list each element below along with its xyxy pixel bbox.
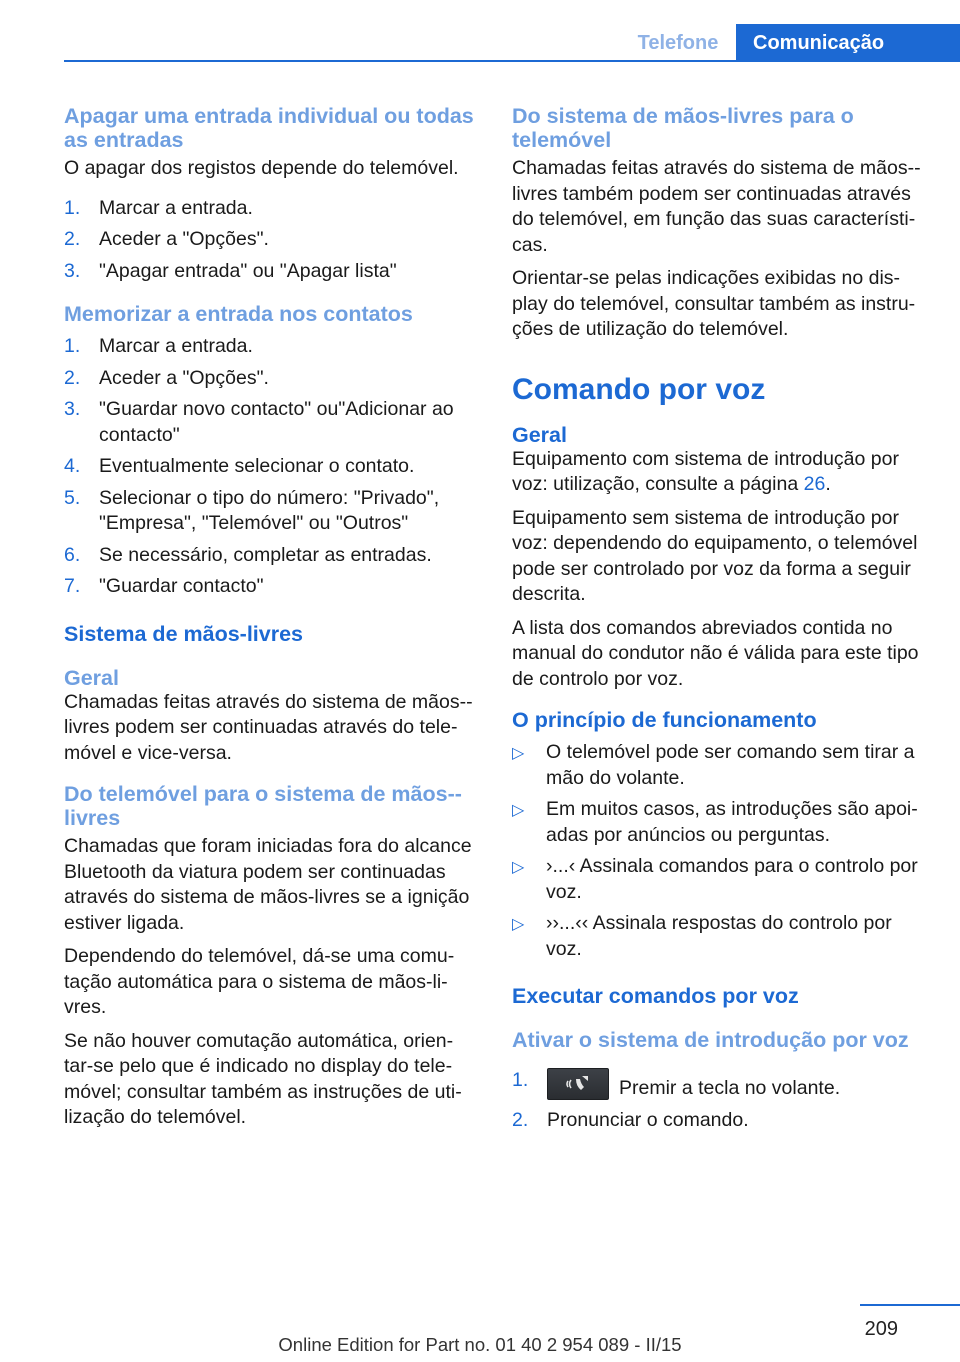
heading-principio: O princípio de funcionamento [512, 708, 817, 732]
paragraph-do-sistema-1: Chamadas feitas através do sistema de mãos--livres também podem ser continuadas através do telemóvel, em função das suas característi-cas. [512, 157, 921, 256]
heading-memorizar: Memorizar a entrada nos contatos [64, 302, 413, 326]
list-number: 2. [512, 1108, 529, 1131]
right-column [512, 104, 926, 1139]
list-item [512, 740, 926, 791]
list-apagar [64, 196, 476, 285]
list-item [512, 1068, 926, 1102]
paragraph-do-telemovel-2: Dependendo do telemóvel, dá-se uma comu-tação automática para o sistema de mãos-li-vres. [64, 945, 455, 1018]
paragraph-do-telemovel-3: Se não houver comutação automática, orien-tar-se pelo que é indicado no display do tele-móvel; consultar também as instruções de uti-lização do telemóvel. [64, 1029, 462, 1128]
list-item [64, 397, 476, 448]
list-text: Selecionar o tipo do número: "Privado", "Empresa", "Telemóvel" ou "Outros" [99, 486, 440, 534]
list-item [512, 911, 926, 962]
edition-footer: Online Edition for Part no. 01 40 2 954 089 - II/15 [278, 1334, 682, 1355]
triangle-bullet-icon: ▷ [512, 859, 525, 876]
list-item [64, 366, 476, 392]
page-link-26[interactable]: 26 [803, 473, 826, 495]
list-text: Marcar a entrada. [99, 335, 253, 357]
paragraph-do-telemovel-1: Chamadas que foram iniciadas fora do alcance Bluetooth da viatura podem ser continuadas através do sistema de mãos-livres se a ignição estiver ligada. [64, 835, 472, 934]
list-text: Aceder a "Opções". [99, 228, 269, 250]
paragraph-apagar: O apagar dos registos depende do telemóvel. [64, 157, 459, 179]
list-text: "Apagar entrada" ou "Apagar lista" [99, 259, 397, 282]
heading-apagar: Apagar uma entrada individual ou todas as entradas [64, 104, 474, 152]
list-text: ›...‹ Assinala comandos para o controlo por voz. [546, 855, 918, 903]
footer-rule [860, 1304, 960, 1306]
heading-sistema-maos-livres: Sistema de mãos-livres [64, 621, 304, 646]
list-item [512, 1108, 926, 1134]
list-number: 3. [64, 259, 81, 282]
triangle-bullet-icon: ▷ [512, 916, 525, 933]
list-text: ››...‹‹ Assinala respostas do controlo por voz. [546, 912, 892, 960]
list-item [64, 334, 476, 360]
list-number: 2. [64, 228, 81, 250]
list-item [512, 797, 926, 848]
list-item [64, 574, 476, 600]
list-item [64, 486, 476, 537]
list-item [64, 454, 476, 480]
list-number: 2. [64, 366, 81, 389]
list-text: Premir a tecla no volante. [619, 1077, 841, 1099]
paragraph-geral-right-3: A lista dos comandos abreviados contida no manual do condutor não é válida para este tipo de controlo por voz. [512, 616, 919, 690]
list-ativar [512, 1068, 926, 1133]
left-column [64, 104, 476, 1131]
list-text: Aceder a "Opções". [99, 366, 269, 389]
header-section-telefone: Telefone [637, 32, 719, 54]
list-text: "Guardar novo contacto" ou"Adicionar ao contacto" [99, 398, 454, 446]
heading-geral-left: Geral [64, 665, 119, 690]
voice-control-button-icon [547, 1068, 609, 1100]
triangle-bullet-icon: ▷ [512, 745, 525, 762]
list-number: 3. [64, 398, 81, 420]
paragraph-text: Equipamento com sistema de introdução por voz: utilização, consulte a página [512, 447, 899, 495]
triangle-bullet-icon: ▷ [512, 802, 525, 819]
heading-ativar: Ativar o sistema de introdução por voz [512, 1028, 909, 1052]
list-number: 1. [64, 335, 81, 357]
heading-geral-right: Geral [512, 422, 567, 447]
paragraph-do-sistema-2: Orientar-se pelas indicações exibidas no dis-play do telemóvel, consultar também as instru-ções de utilização do telemóvel. [512, 267, 916, 340]
list-number: 7. [64, 575, 81, 597]
header-section-comunicacao: Comunicação [736, 24, 960, 62]
list-number: 1. [512, 1069, 529, 1091]
list-text: O telemóvel pode ser comando sem tirar a mão do volante. [546, 741, 915, 789]
page-number: 209 [864, 1318, 898, 1340]
list-item [64, 543, 476, 569]
heading-comando-por-voz: Comando por voz [512, 372, 766, 406]
list-text: "Guardar contacto" [99, 575, 264, 597]
list-item [512, 854, 926, 905]
paragraph-geral-right-1 [512, 447, 926, 498]
paragraph-geral-left: Chamadas feitas através do sistema de mãos--livres podem ser continuadas através do tele-móvel e vice-versa. [64, 690, 473, 764]
header-rule [64, 60, 960, 62]
list-text: Pronunciar o comando. [547, 1108, 749, 1131]
list-item [64, 227, 476, 253]
list-text: Em muitos casos, as introduções são apoi-adas por anúncios ou perguntas. [546, 798, 918, 846]
list-memorizar [64, 334, 476, 600]
list-text: Marcar a entrada. [99, 196, 253, 219]
list-principio [512, 740, 926, 962]
list-number: 6. [64, 543, 81, 566]
list-number: 1. [64, 196, 81, 219]
paragraph-geral-right-2: Equipamento sem sistema de introdução por voz: dependendo do equipamento, o telemóvel pode ser controlado por voz da forma a seguir descrita. [512, 506, 918, 605]
list-number: 5. [64, 486, 81, 509]
paragraph-text: . [825, 473, 831, 495]
heading-do-sistema: Do sistema de mãos-livres para o telemóvel [512, 104, 854, 152]
list-number: 4. [64, 455, 81, 477]
list-text: Eventualmente selecionar o contato. [99, 455, 415, 477]
heading-executar: Executar comandos por voz [512, 984, 799, 1008]
list-item [64, 196, 476, 222]
list-text: Se necessário, completar as entradas. [99, 543, 432, 566]
list-item [64, 259, 476, 285]
heading-do-telemovel: Do telemóvel para o sistema de mãos--livres [64, 782, 462, 830]
